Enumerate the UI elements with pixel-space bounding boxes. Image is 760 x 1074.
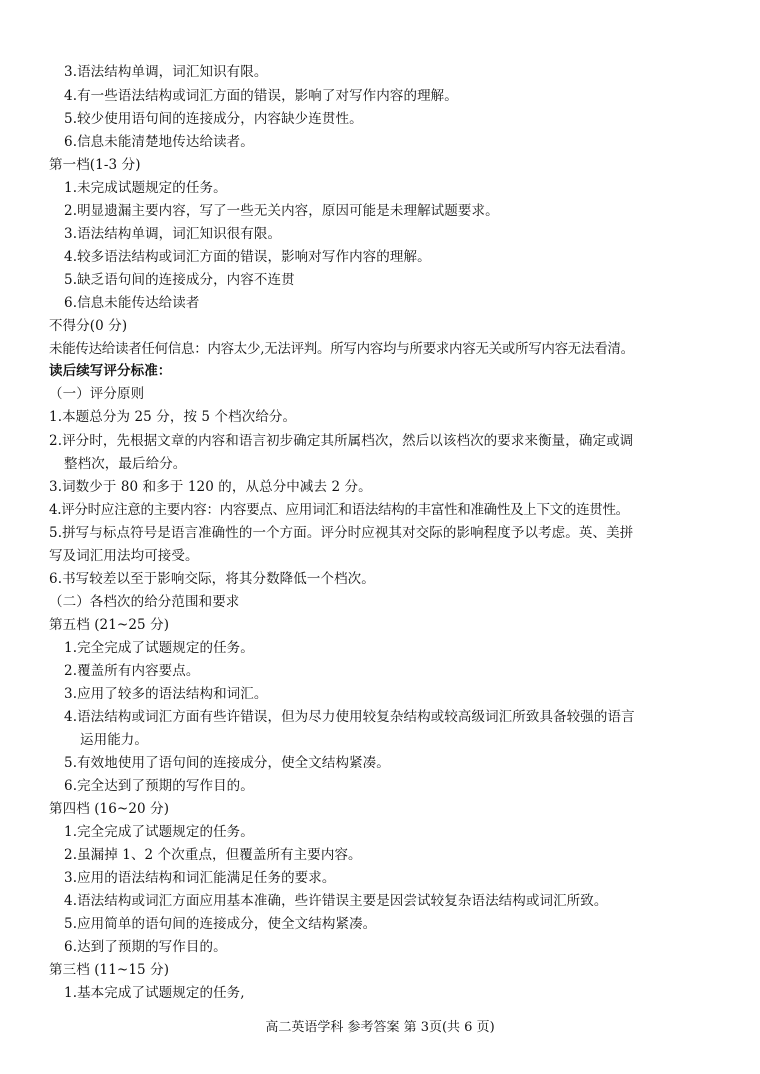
text-line: 1.完全完成了试题规定的任务。 — [64, 824, 254, 840]
grade-heading: 第三档 (11~15 分) — [49, 962, 170, 978]
page-footer: 高二英语学科 参考答案 第 3页(共 6 页) — [265, 1020, 495, 1035]
subsection-heading: （二）各档次的给分范围和要求 — [49, 594, 240, 610]
text-line: 整档次，最后给分。 — [64, 456, 187, 472]
text-line: 1.未完成试题规定的任务。 — [64, 180, 227, 196]
text-line: 写及词汇用法均可接受。 — [49, 548, 199, 564]
text-line: 2.覆盖所有内容要点。 — [64, 663, 200, 679]
text-line: 5.较少使用语句间的连接成分，内容缺少连贯性。 — [64, 111, 363, 127]
subsection-heading: （一）评分原则 — [49, 386, 145, 402]
text-line: 2.明显遗漏主要内容，写了一些无关内容，原因可能是未理解试题要求。 — [64, 203, 499, 219]
text-line: 1.本题总分为 25 分，按 5 个档次给分。 — [49, 409, 297, 425]
text-line: 3.应用了较多的语法结构和词汇。 — [64, 686, 268, 702]
text-line: 4.语法结构或词汇方面应用基本准确，些许错误主要是因尝试较复杂语法结构或词汇所致。 — [64, 893, 608, 909]
text-line: 6.书写较差以至于影响交际，将其分数降低一个档次。 — [49, 571, 375, 587]
grade-heading: 第四档 (16~20 分) — [49, 801, 170, 817]
grade-heading: 不得分(0 分) — [49, 318, 128, 334]
text-line: 3.词数少于 80 和多于 120 的，从总分中减去 2 分。 — [49, 479, 372, 495]
text-line: 2.评分时，先根据文章的内容和语言初步确定其所属档次，然后以该档次的要求来衡量，确定或调 — [49, 433, 634, 449]
text-line: 2.虽漏掉 1、2 个次重点，但覆盖所有主要内容。 — [64, 847, 362, 863]
text-line: 5.应用简单的语句间的连接成分，使全文结构紧凑。 — [64, 916, 377, 932]
text-line: 4.语法结构或词汇方面有些许错误，但为尽力使用较复杂结构或较高级词汇所致具备较强的语言 — [64, 709, 635, 725]
section-title: 读后续写评分标准： — [49, 363, 172, 379]
text-line: 6.完全达到了预期的写作目的。 — [64, 778, 254, 794]
grade-heading: 第一档(1-3 分) — [49, 157, 141, 173]
text-line: 5.有效地使用了语句间的连接成分，使全文结构紧凑。 — [64, 755, 390, 771]
text-line: 3.语法结构单调，词汇知识有限。 — [64, 64, 268, 80]
text-line: 5.缺乏语句间的连接成分，内容不连贯 — [64, 272, 295, 288]
text-line: 3.语法结构单调，词汇知识很有限。 — [64, 226, 282, 242]
text-line: 6.信息未能清楚地传达给读者。 — [64, 134, 254, 150]
text-line: 4.较多语法结构或词汇方面的错误，影响对写作内容的理解。 — [64, 249, 431, 265]
text-line: 4.有一些语法结构或词汇方面的错误，影响了对写作内容的理解。 — [64, 88, 458, 104]
text-line: 4.评分时应注意的主要内容：内容要点、应用词汇和语法结构的丰富性和准确性及上下文的连贯性。 — [49, 502, 629, 518]
text-line: 3.应用的语法结构和词汇能满足任务的要求。 — [64, 870, 336, 886]
text-line: 1.完全完成了试题规定的任务。 — [64, 640, 254, 656]
text-line: 未能传达给读者任何信息：内容太少,无法评判。所写内容均与所要求内容无关或所写内容无法看清。 — [49, 341, 634, 357]
text-line: 5.拼写与标点符号是语言准确性的一个方面。评分时应视其对交际的影响程度予以考虑。英、美拼 — [49, 525, 634, 541]
text-line: 运用能力。 — [80, 732, 148, 748]
grade-heading: 第五档 (21~25 分) — [49, 617, 170, 633]
text-line: 6.信息未能传达给读者 — [64, 295, 200, 311]
text-line: 1.基本完成了试题规定的任务, — [64, 985, 245, 1001]
text-line: 6.达到了预期的写作目的。 — [64, 939, 227, 955]
